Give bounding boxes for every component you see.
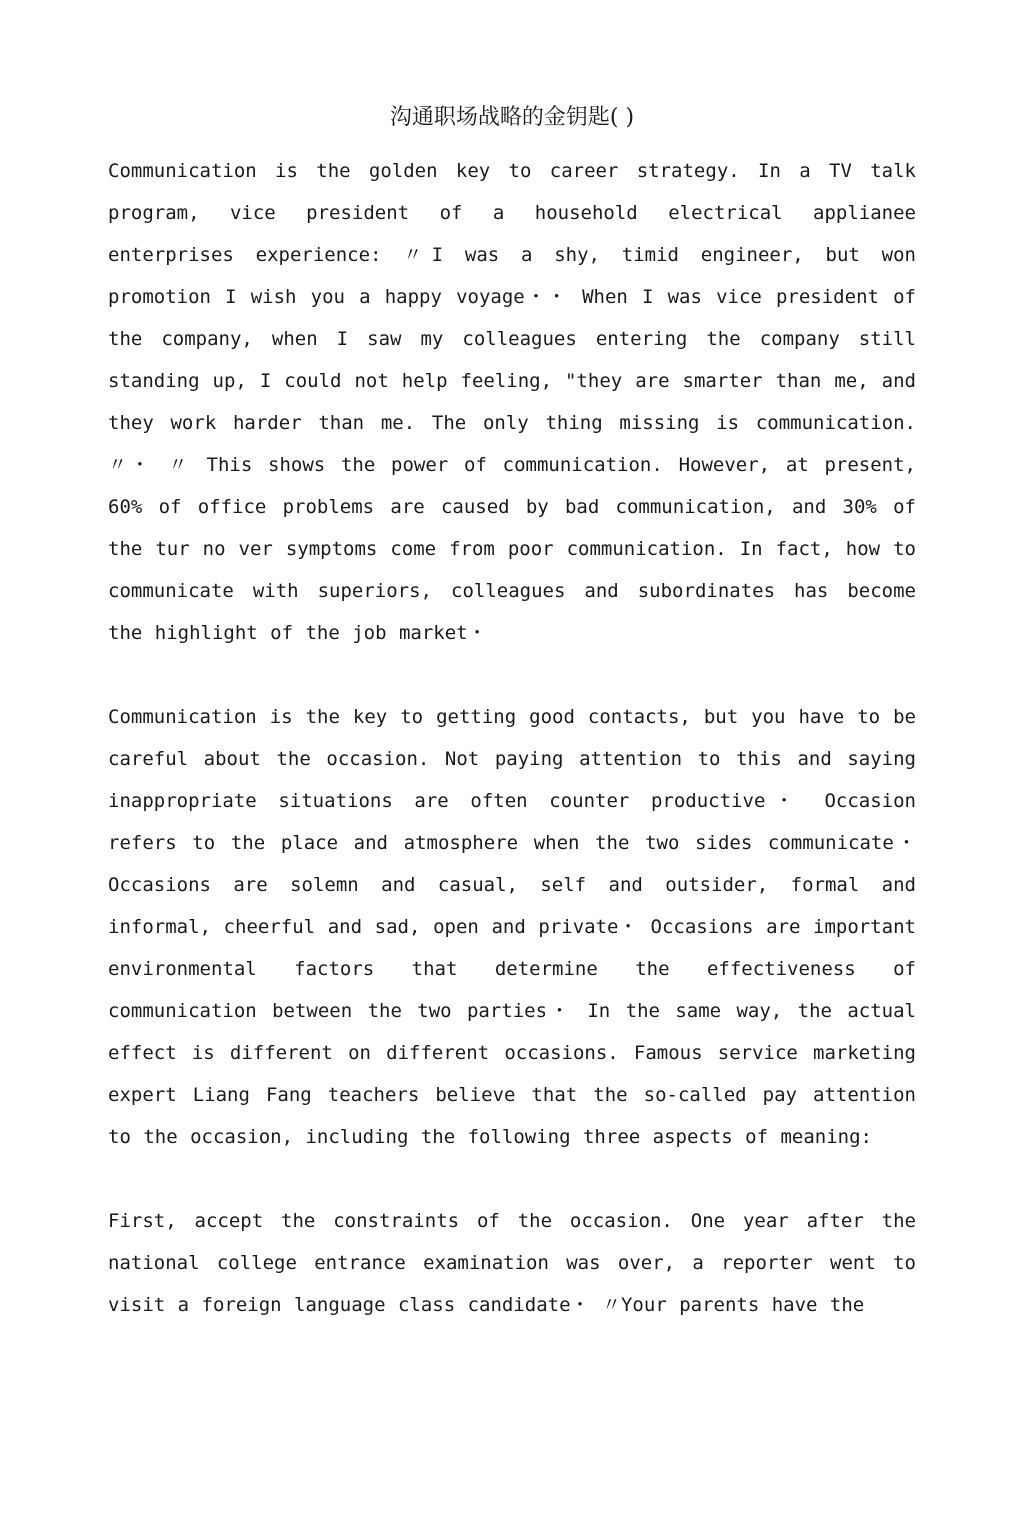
paragraph-3: First, accept the constraints of the occasion. One year after the national college entrance examination was over, a reporter went to visit a foreign language class candidate・ 〃Your parents have the bbox=[108, 1210, 916, 1316]
document-title: 沟通职场战略的金钥匙( ) bbox=[389, 105, 635, 130]
paragraph-2: Communication is the key to getting good contacts, but you have to be careful about the occasion. Not paying attention to this and saying inappropriate situations are often counter productive・ Occasion refers to the place and atmosphere when the two sides communicate・ Occasions are solemn and casual, self and outsider, formal and informal, cheerful and sad, open and private・ Occasions are important environmental factors that determine the effectiveness of communication between the two parties・ In the same way, the actual effect is different on different occasions. Famous service marketing expert Liang Fang teachers believe that the so-called pay attention to the occasion, including the following three aspects of meaning: bbox=[108, 706, 916, 1148]
paragraph-1: Communication is the golden key to career strategy. In a TV talk program, vice president of a household electrical applianee enterprises experience: 〃I was a shy, timid engineer, but won promotion I wish you a happy voyage・・ When I was vice president of the company, when I saw my colleagues entering the company still standing up, I could not help feeling, "they are smarter than me, and they work harder than me. The only thing missing is communication. 〃・ 〃 This shows the power of communication. However, at present, 60% of office problems are caused by bad communication, and 30% of the tur no ver symptoms come from poor communication. In fact, how to communicate with superiors, colleagues and subordinates has become the highlight of the job market・ bbox=[108, 160, 916, 644]
document-page bbox=[108, 100, 916, 1326]
